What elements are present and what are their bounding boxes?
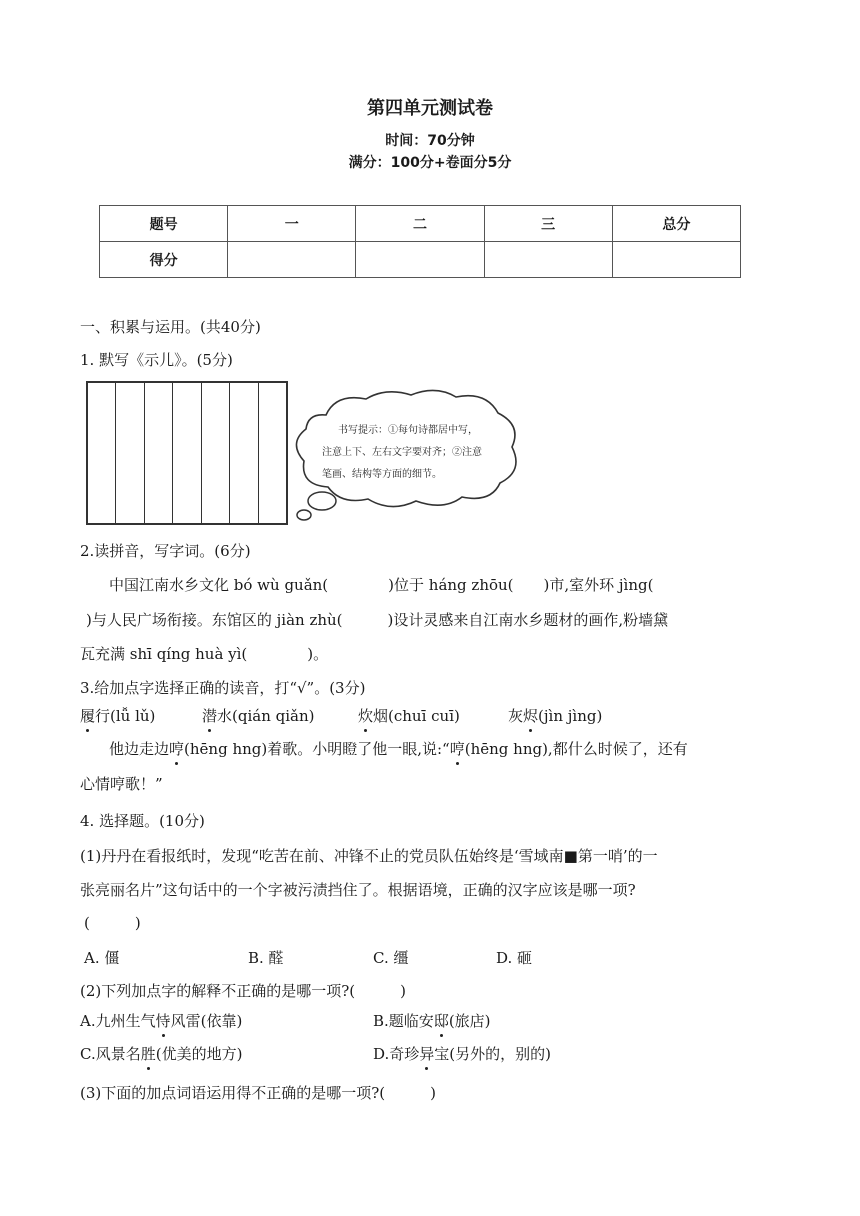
question-3-sentence: 心情哼歌！” (80, 775, 163, 793)
option-b[interactable]: B.题临安邸(旅店) (373, 1012, 491, 1030)
dotted-char: 炊 (358, 707, 374, 725)
writing-tip-line: 书写提示：①每句诗都居中写， (338, 425, 478, 436)
question-2-label: 2.读拼音，写字词。(6分) (80, 542, 251, 560)
option-b[interactable]: B. 醛 (248, 949, 284, 967)
table-header-cell: 题号 (100, 206, 228, 242)
option-c[interactable]: C.风景名胜(优美的地方) (80, 1045, 243, 1063)
score-cell[interactable] (612, 242, 740, 278)
question-4-3-text: (3)下面的加点词语运用得不正确的是哪一项?( ) (80, 1084, 436, 1102)
option-a[interactable]: A.九州生气恃风雷(依靠) (80, 1012, 243, 1030)
dotted-char: 异 (419, 1045, 435, 1063)
table-row (100, 242, 741, 278)
dotted-char: 履 (80, 707, 96, 725)
answer-blank[interactable]: ( ) (84, 914, 141, 932)
pronunciation-item: 履行(lǚ lǔ) (80, 707, 156, 725)
pronunciation-item: 灰烬(jìn jìng) (508, 707, 603, 725)
question-3-label: 3.给加点字选择正确的读音，打“√”。(3分) (80, 679, 366, 697)
option-d[interactable]: D.奇珍异宝(另外的，别的) (373, 1045, 551, 1063)
page-title: 第四单元测试卷 (367, 98, 493, 119)
writing-tip-line: 笔画、结构等方面的细节。 (322, 469, 442, 480)
score-table (99, 205, 741, 278)
dotted-char: 邸 (433, 1012, 449, 1030)
table-header-cell: 总分 (612, 206, 740, 242)
question-4-1-text: (1)丹丹在看报纸时，发现“吃苦在前、冲锋不止的党员队伍始终是‘雪域南■第一哨’的一 (80, 847, 658, 865)
pronunciation-item: 炊烟(chuī cuī) (358, 707, 460, 725)
table-header-cell: 二 (356, 206, 484, 242)
question-2-line: 中国江南水乡文化 bó wù guǎn( )位于 háng zhōu( )市,室外环 jìng( (109, 576, 654, 594)
score-cell[interactable] (356, 242, 484, 278)
question-3-sentence: 他边走边哼(hēng hng)着歌。小明瞪了他一眼,说:“哼(hēng hng),都什么时候了，还有 (109, 740, 688, 758)
section-heading: 一、积累与运用。(共40分) (80, 318, 261, 336)
writing-tip-line: 注意上下、左右文字要对齐；②注意 (322, 447, 482, 458)
question-2-line: )与人民广场衔接。东馆区的 jiàn zhù( )设计灵感来自江南水乡题材的画作,粉墙黛 (86, 611, 669, 629)
score-cell[interactable] (228, 242, 356, 278)
exam-full-score: 满分：100分+卷面分5分 (348, 155, 512, 171)
table-row-label: 得分 (100, 242, 228, 278)
question-1-label: 1. 默写《示儿》。(5分) (80, 351, 233, 369)
table-header-cell: 三 (484, 206, 612, 242)
writing-tip (322, 420, 518, 486)
score-cell[interactable] (484, 242, 612, 278)
option-a[interactable]: A. 僵 (84, 949, 120, 967)
dotted-char: 哼 (449, 740, 465, 758)
table-header-cell: 一 (228, 206, 356, 242)
option-c[interactable]: C. 缰 (373, 949, 409, 967)
dotted-char: 胜 (140, 1045, 156, 1063)
table-row (100, 206, 741, 242)
question-4-1-text: 张亮丽名片”这句话中的一个字被污渍挡住了。根据语境，正确的汉字应该是哪一项? (80, 881, 636, 899)
dotted-char: 潜 (202, 707, 218, 725)
writing-grid[interactable] (86, 381, 288, 525)
question-4-label: 4. 选择题。(10分) (80, 812, 205, 830)
pronunciation-item: 潜水(qián qiǎn) (202, 707, 315, 725)
question-4-2-text: (2)下列加点字的解释不正确的是哪一项?( ) (80, 982, 406, 1000)
dotted-char: 恃 (155, 1012, 171, 1030)
dotted-char: 烬 (523, 707, 539, 725)
exam-time: 时间：70分钟 (385, 133, 475, 149)
question-2-line: 瓦充满 shī qíng huà yì( )。 (80, 645, 329, 663)
option-d[interactable]: D. 砸 (496, 949, 533, 967)
dotted-char: 哼 (169, 740, 185, 758)
